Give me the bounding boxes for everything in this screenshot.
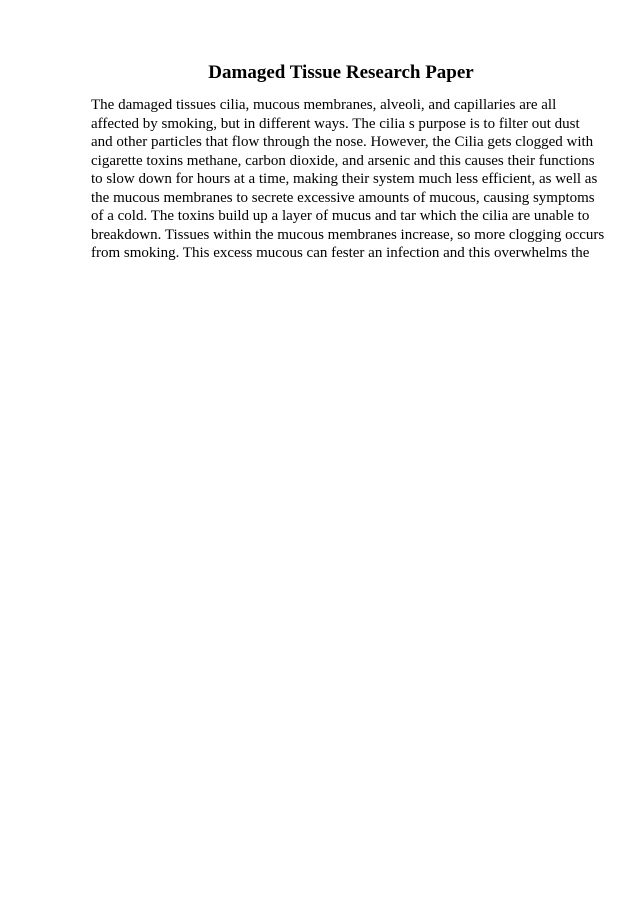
body-line: and other particles that flow through the nose. However, the Cilia gets clogged with: [91, 134, 594, 150]
body-line: the mucous membranes to secrete excessive amounts of mucous, causing symptoms: [91, 189, 595, 206]
body-line: cigarette toxins methane, carbon dioxide, and arsenic and this causes their functions: [91, 152, 595, 169]
body-line: to slow down for hours at a time, making their system much less efficient, as well as: [91, 171, 598, 187]
body-line: The damaged tissues cilia, mucous membranes, alveoli, and capillaries are all: [91, 97, 557, 113]
body-line: from smoking. This excess mucous can fester an infection and this overwhelms the: [91, 245, 590, 261]
document-title: Damaged Tissue Research Paper: [208, 62, 474, 83]
document-body: [91, 96, 605, 263]
body-line: of a cold. The toxins build up a layer of mucus and tar which the cilia are unable to: [91, 208, 590, 224]
body-line: breakdown. Tissues within the mucous membranes increase, so more clogging occurs: [91, 226, 605, 243]
body-line: affected by smoking, but in different ways. The cilia s purpose is to filter out dust: [91, 115, 580, 132]
